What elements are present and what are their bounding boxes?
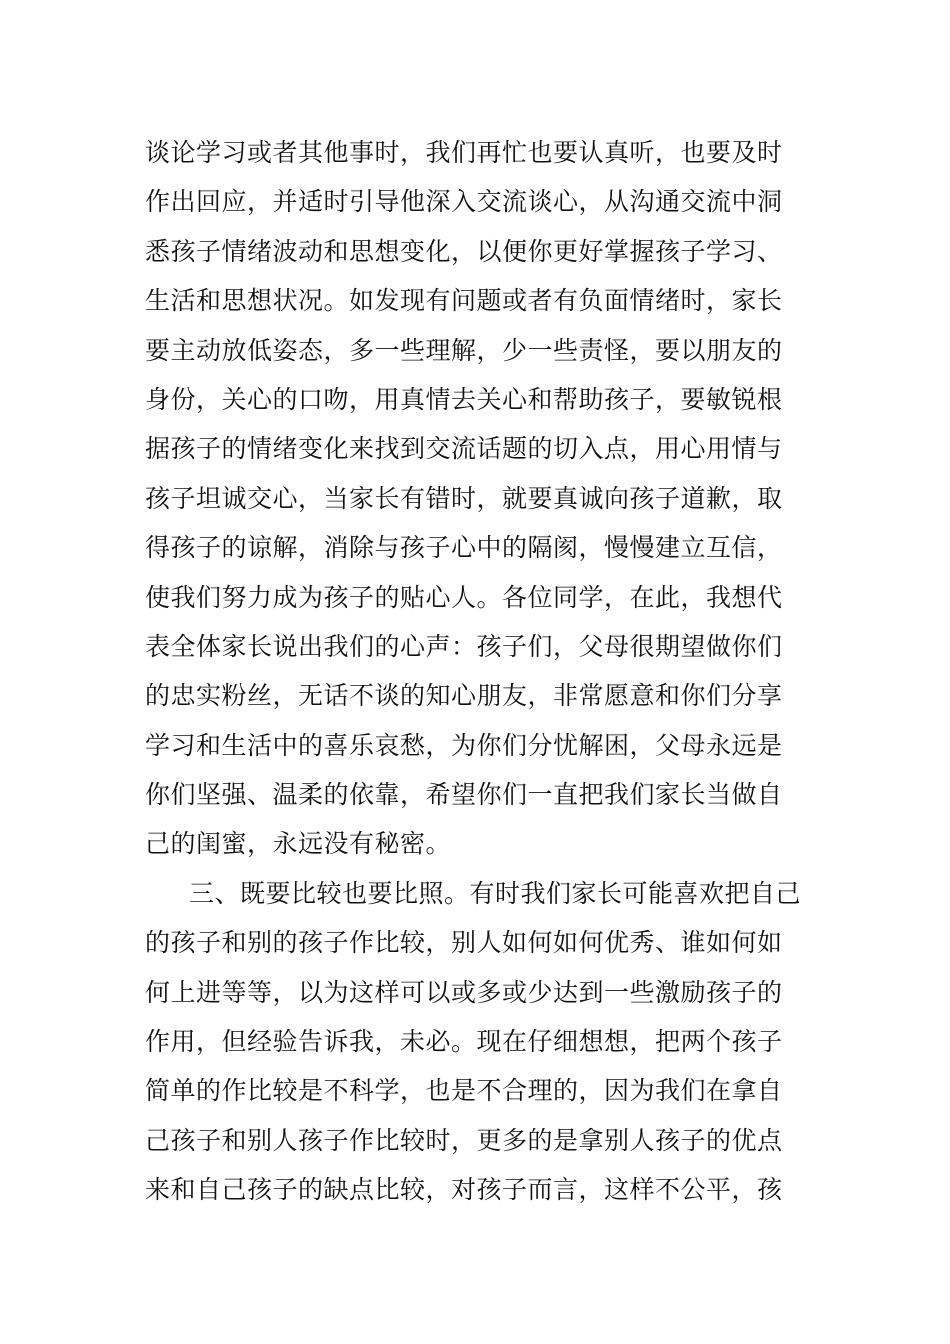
text-line: 表全体家长说出我们的心声：孩子们，父母很期望做你们 — [145, 631, 783, 661]
text-line: 得孩子的谅解，消除与孩子心中的隔阂，慢慢建立互信， — [145, 533, 783, 563]
text-line: 要主动放低姿态，多一些理解，少一些责怪，要以朋友的 — [145, 335, 783, 365]
text-line: 悉孩子情绪波动和思想变化，以便你更好掌握孩子学习、 — [145, 236, 783, 266]
body-text — [145, 128, 815, 1215]
text-line: 身份，关心的口吻，用真情去关心和帮助孩子，要敏锐根 — [145, 384, 783, 414]
text-line: 作出回应，并适时引导他深入交流谈心，从沟通交流中洞 — [145, 187, 783, 217]
text-line: 来和自己孩子的缺点比较，对孩子而言，这样不公平，孩 — [145, 1175, 783, 1205]
text-line: 何上进等等，以为这样可以或多或少达到一些激励孩子的 — [145, 977, 783, 1007]
text-line: 的忠实粉丝，无话不谈的知心朋友，非常愿意和你们分享 — [145, 681, 783, 711]
text-line: 据孩子的情绪变化来找到交流话题的切入点，用心用情与 — [145, 434, 783, 464]
paragraph-heading-line: 三、既要比较也要比照。有时我们家长可能喜欢把自己 — [189, 878, 802, 908]
text-line: 学习和生活中的喜乐哀愁，为你们分忧解困，父母永远是 — [145, 730, 783, 760]
text-line: 的孩子和别的孩子作比较，别人如何如何优秀、谁如何如 — [145, 928, 783, 958]
text-line: 你们坚强、温柔的依靠，希望你们一直把我们家长当做自 — [145, 780, 783, 810]
text-line: 生活和思想状况。如发现有问题或者有负面情绪时，家长 — [145, 286, 783, 316]
text-line: 使我们努力成为孩子的贴心人。各位同学，在此，我想代 — [145, 582, 783, 612]
text-line: 己的闺蜜，永远没有秘密。 — [145, 829, 452, 859]
text-line: 己孩子和别人孩子作比较时，更多的是拿别人孩子的优点 — [145, 1125, 783, 1155]
text-line: 作用，但经验告诉我，未必。现在仔细想想，把两个孩子 — [145, 1027, 783, 1057]
text-line: 简单的作比较是不科学，也是不合理的，因为我们在拿自 — [145, 1076, 783, 1106]
text-line: 谈论学习或者其他事时，我们再忙也要认真听，也要及时 — [145, 138, 783, 167]
text-line: 孩子坦诚交心，当家长有错时，就要真诚向孩子道歉，取 — [145, 483, 783, 513]
